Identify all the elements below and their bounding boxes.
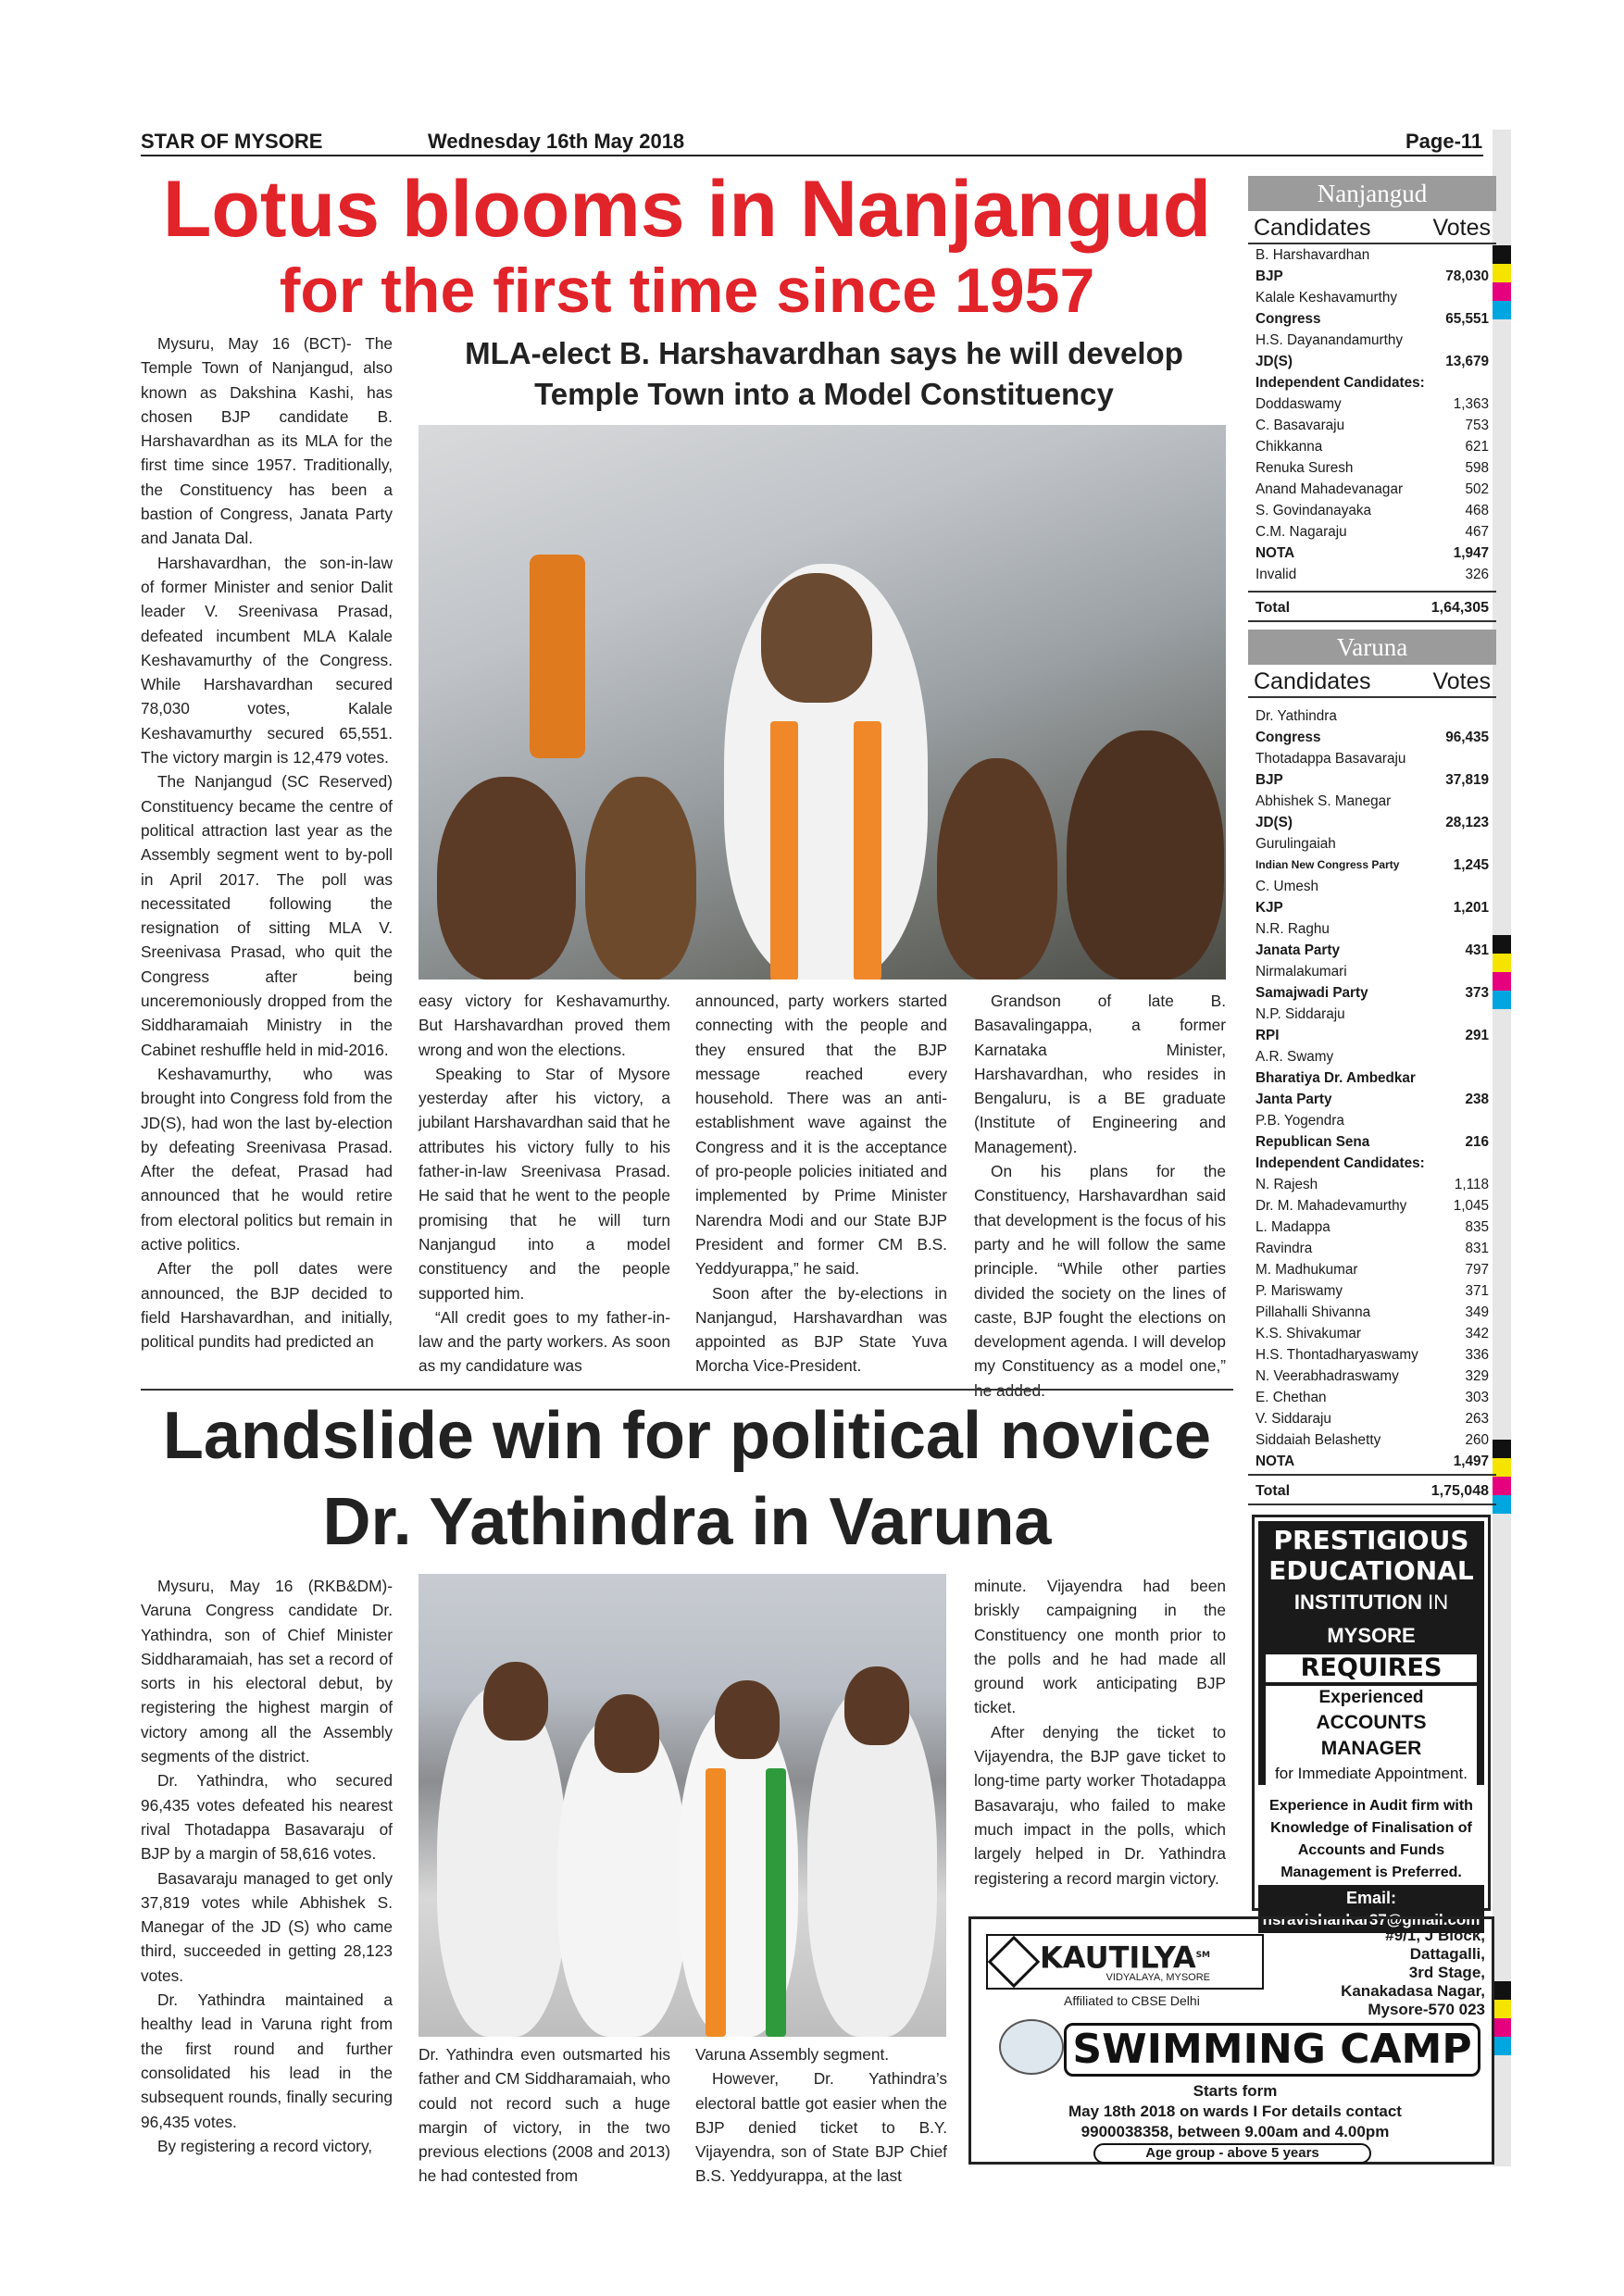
vote-count: 753: [1465, 418, 1489, 433]
story1-column-4: [974, 989, 1226, 1403]
photo-face: [483, 1662, 548, 1741]
results-rows: [1248, 244, 1496, 585]
candidate-name: P. Mariswamy: [1255, 1283, 1343, 1299]
page-number: Page-11: [1405, 130, 1483, 153]
candidate-name: A.R. Swamy: [1255, 1049, 1334, 1065]
photo-scarf: [706, 1768, 726, 2037]
total-label: Total: [1255, 1483, 1291, 1499]
result-row: [1248, 1195, 1496, 1217]
brand-word: KAUTILYA: [1040, 1940, 1196, 1976]
result-row: [1248, 748, 1496, 769]
vote-count: 467: [1465, 524, 1489, 540]
swimming-camp-advertisement: [968, 1916, 1494, 2165]
story1-deck-2: Temple Town into a Model Constituency: [534, 377, 1114, 411]
ad-line: EDUCATIONAL: [1268, 1555, 1474, 1586]
result-row: [1248, 1344, 1496, 1366]
candidate-name: BJP: [1255, 268, 1283, 284]
vote-count: 263: [1465, 1411, 1489, 1427]
ad-starts: Starts form: [1193, 2082, 1278, 2100]
result-row: [1248, 918, 1496, 940]
vote-count: 78,030: [1445, 268, 1489, 284]
photo-scarf: [766, 1768, 786, 2037]
result-row: [1248, 705, 1496, 727]
candidate-name: Republican Sena: [1255, 1134, 1370, 1150]
vote-count: 1,201: [1453, 900, 1489, 916]
photo-figure: [437, 777, 576, 980]
swimming-camp-title: SWIMMING CAMP: [1064, 2023, 1480, 2077]
ad-dark-panel: [1258, 1521, 1484, 1880]
result-row: [1248, 876, 1496, 897]
vote-count: 336: [1465, 1347, 1489, 1363]
vote-count: 373: [1465, 985, 1489, 1001]
swimmer-cartoon-icon: [999, 2019, 1064, 2075]
paragraph: easy victory for Keshavamurthy. But Harshavardhan proved them wrong and won the elections.: [418, 992, 670, 1059]
results-title: Nanjangud: [1248, 176, 1496, 211]
result-row: [1248, 1067, 1496, 1089]
votes-heading: Votes: [1432, 215, 1491, 241]
candidate-name: Congress: [1255, 730, 1321, 745]
nanjangud-results-box: [1248, 176, 1496, 622]
story2-column-4: [974, 1574, 1226, 1890]
vote-count: 1,118: [1454, 1177, 1489, 1192]
results-rows: [1248, 705, 1496, 1472]
story2-column-3: [695, 2042, 947, 2189]
story2-column-1: [141, 1574, 393, 2158]
result-row: [1248, 457, 1496, 479]
address-line: Mysore-570 023: [1368, 2001, 1485, 2018]
ad-email: nsravishankar37@gmail.com: [1262, 1911, 1480, 1928]
candidate-name: H.S. Dayanandamurthy: [1255, 332, 1403, 348]
address-line: #9/1, J Block,: [1385, 1927, 1485, 1944]
vote-count: 238: [1465, 1092, 1489, 1107]
result-row: [1248, 1110, 1496, 1131]
varuna-results-box: [1248, 630, 1496, 1505]
brand-sub: VIDYALAYA, MYSORE: [1106, 1972, 1211, 1984]
result-row: [1248, 479, 1496, 500]
affiliation: Affiliated to CBSE Delhi: [1064, 1993, 1200, 2008]
vote-count: 260: [1465, 1432, 1489, 1448]
address-line: Dattagalli,: [1409, 1945, 1485, 1963]
result-row: [1248, 833, 1496, 855]
kautilya-logo-icon: [988, 1936, 1041, 1989]
paragraph: “All credit goes to my father-in-law and the party workers. As soon as my candidature was: [418, 1307, 670, 1376]
vote-count: 1,947: [1453, 545, 1489, 561]
candidate-name: Samajwadi Party: [1255, 985, 1368, 1001]
address-line: 3rd Stage,: [1408, 1964, 1485, 1981]
paragraph: Speaking to Star of Mysore yesterday after his victory, a jubilant Harshavardhan said that he attributes his victory fully to his father-in-law Sreenivasa Prasad. He said that he went to the people promising that he will turn Nanjangud into a model constituency and the people supported him.: [418, 1064, 670, 1303]
candidate-name: C. Basavaraju: [1255, 418, 1345, 433]
vote-count: 96,435: [1445, 730, 1489, 745]
vote-count: 37,819: [1445, 772, 1489, 788]
result-row: [1248, 1217, 1496, 1238]
candidate-name: E. Chethan: [1255, 1390, 1327, 1405]
ad-contact: 9900038358, between 9.00am and 4.00pm: [1081, 2123, 1390, 2140]
candidate-name: B. Harshavardhan: [1255, 247, 1370, 263]
result-row: [1248, 727, 1496, 748]
result-row: [1248, 1323, 1496, 1344]
kautilya-logo: [986, 1934, 1264, 1990]
ad-word: MYSORE: [1327, 1624, 1416, 1647]
result-row: [1248, 564, 1496, 585]
result-row: [1248, 266, 1496, 287]
paragraph: announced, party workers started connecting with the people and they ensured that the BJP message reached every household. There was an anti-establishment wave against the Congress and it is the acceptance of pro-people policies initiated and implemented by Prime Minister Narendra Modi and our State BJP President and former CM B.S. Yeddyurappa,” he said.: [695, 992, 947, 1279]
vote-count: 303: [1465, 1390, 1489, 1405]
candidate-name: N. Veerabhadraswamy: [1255, 1368, 1399, 1384]
candidate-name: BJP: [1255, 772, 1283, 788]
paragraph: The Nanjangud (SC Reserved) Constituency became the centre of political attraction last year as the Assembly segment went to by-poll in April 2017. The poll was necessitated following the resignation of sitting MLA V. Sreenivasa Prasad, who quit the Congress after being unceremoniously dropped from the Siddharamaiah Ministry in the Cabinet reshuffle held in mid-2016.: [141, 772, 393, 1059]
result-row: [1248, 1259, 1496, 1280]
result-row: [1248, 1046, 1496, 1067]
candidate-name: Janata Party: [1255, 942, 1340, 958]
candidate-name: L. Madappa: [1255, 1219, 1330, 1235]
candidate-name: H.S. Thontadharyaswamy: [1255, 1347, 1418, 1363]
vote-count: 13,679: [1445, 354, 1489, 369]
story1-deck-1: MLA-elect B. Harshavardhan says he will develop: [465, 336, 1183, 370]
candidate-name: Abhishek S. Manegar: [1255, 793, 1392, 809]
vote-count: 468: [1465, 503, 1489, 518]
result-row: [1248, 372, 1496, 393]
candidate-name: N. Rajesh: [1255, 1177, 1318, 1192]
candidate-name: K.S. Shivakumar: [1255, 1326, 1361, 1341]
result-row: [1248, 1025, 1496, 1046]
vote-count: 1,363: [1453, 396, 1489, 412]
result-row: [1248, 1366, 1496, 1387]
result-row: [1248, 1451, 1496, 1472]
photo-figure: [1067, 730, 1224, 980]
photo-face: [594, 1694, 659, 1773]
ad-line: Experienced: [1266, 1686, 1477, 1710]
candidate-name: Siddaiah Belashetty: [1255, 1432, 1381, 1448]
candidate-name: S. Govindanayaka: [1255, 503, 1372, 518]
reg-black: [1493, 1981, 1511, 2000]
result-row: [1248, 351, 1496, 372]
candidate-name: Independent Candidates:: [1255, 375, 1425, 391]
candidate-name: Invalid: [1255, 567, 1297, 582]
candidate-name: Bharatiya Dr. Ambedkar: [1255, 1070, 1416, 1086]
results-title: Varuna: [1248, 630, 1496, 665]
story2-headline-line2: Dr. Yathindra in Varuna: [322, 1485, 1052, 1559]
result-row: [1248, 1387, 1496, 1408]
paragraph: However, Dr. Yathindra’s electoral battle got easier when the BJP denied ticket to B.Y. Vijayendra, son of State BJP Chief B.S. Yeddyurappa, at the last: [695, 2069, 947, 2186]
candidate-name: JD(S): [1255, 815, 1293, 830]
result-row: [1248, 1302, 1496, 1323]
vote-count: 326: [1465, 567, 1489, 582]
ad-line: PRESTIGIOUS: [1273, 1525, 1469, 1555]
candidate-name: Independent Candidates:: [1255, 1155, 1425, 1171]
candidate-name: Gurulingaiah: [1255, 836, 1336, 852]
candidate-name: NOTA: [1255, 1454, 1295, 1469]
candidate-name: Dr. Yathindra: [1255, 708, 1337, 724]
candidate-name: Doddaswamy: [1255, 396, 1342, 412]
candidate-name: Pillahalli Shivanna: [1255, 1304, 1371, 1320]
candidate-name: M. Madhukumar: [1255, 1262, 1358, 1278]
vote-count: 342: [1465, 1326, 1489, 1341]
photo-scarf: [770, 721, 798, 980]
result-row: [1248, 1408, 1496, 1429]
photo-figure: [937, 758, 1057, 980]
ad-line: REQUIRES: [1266, 1654, 1477, 1682]
result-row: [1248, 1238, 1496, 1259]
results-total: [1248, 1474, 1496, 1505]
result-row: [1248, 1131, 1496, 1153]
candidate-name: Anand Mahadevanagar: [1255, 481, 1404, 497]
ad-word: INSTITUTION: [1293, 1591, 1422, 1614]
vote-count: 831: [1465, 1241, 1489, 1256]
candidates-heading: Candidates: [1254, 668, 1371, 694]
result-row: [1248, 982, 1496, 1004]
result-row: [1248, 1004, 1496, 1025]
paragraph: Dr. Yathindra even outsmarted his father and CM Siddharamaiah, who could not record such a huge margin of victory, in the two previous elections (2008 and 2013) he had contested from: [418, 2045, 670, 2186]
vote-count: 502: [1465, 481, 1489, 497]
result-row: [1248, 330, 1496, 351]
result-row: [1248, 1153, 1496, 1174]
candidate-name: Indian New Congress Party: [1255, 858, 1400, 871]
result-row: [1248, 791, 1496, 812]
paragraph: By registering a record victory,: [157, 2136, 373, 2155]
candidate-name: N.P. Siddaraju: [1255, 1006, 1345, 1022]
brand-sm: SM: [1195, 1950, 1211, 1960]
result-row: [1248, 415, 1496, 436]
reg-magenta: [1493, 2018, 1511, 2037]
paragraph: Dr. Yathindra maintained a healthy lead in Varuna right from the first round and further consolidated his lead in the subsequent rounds, finally securing 96,435 votes.: [141, 1990, 393, 2131]
candidate-name: JD(S): [1255, 354, 1293, 369]
result-row: [1248, 769, 1496, 791]
story1-column-3: [695, 989, 947, 1379]
harshavardhan-celebration-photo: [418, 425, 1226, 980]
vote-count: 216: [1465, 1134, 1489, 1150]
total-label: Total: [1255, 600, 1291, 616]
paragraph: Grandson of late B. Basavalingappa, a former Karnataka Minister, Harshavardhan, who resides in Bengaluru, is a BE graduate (Institute of Engineering and Management).: [974, 992, 1226, 1156]
photo-flag: [530, 555, 585, 758]
results-header: [1248, 665, 1496, 698]
paragraph: Varuna Assembly segment.: [695, 2045, 890, 2064]
result-row: [1248, 287, 1496, 308]
vote-count: 371: [1465, 1283, 1489, 1299]
ad-line: for Immediate Appointment.: [1266, 1762, 1477, 1786]
result-row: [1248, 308, 1496, 330]
job-advertisement: [1252, 1515, 1491, 1928]
paragraph: After denying the ticket to Vijayendra, the BJP gave ticket to long-time party worker Thotadappa Basavaraju, who failed to make much impact in the polls, which largely helped in Dr. Yathindra registering a record margin victory.: [974, 1722, 1226, 1888]
photo-face: [844, 1666, 909, 1745]
candidate-name: C. Umesh: [1255, 879, 1318, 894]
candidate-name: N.R. Raghu: [1255, 921, 1330, 937]
result-row: [1248, 436, 1496, 457]
vote-count: 621: [1465, 439, 1489, 455]
story-divider: [141, 1389, 1233, 1391]
paragraph: minute. Vijayendra had been briskly campaigning in the Constituency one month prior to the polls and he had made all ground work anticipating BJP ticket.: [974, 1577, 1226, 1717]
vote-count: 291: [1465, 1028, 1489, 1043]
paragraph: Mysuru, May 16 (RKB&DM)- Varuna Congress candidate Dr. Yathindra, son of Chief Minister Siddharamaiah, has set a record of sorts in his electoral debut, by registering the highest margin of victory among all the Assembly segments of the district.: [141, 1577, 393, 1766]
ad-line: ACCOUNTS MANAGER: [1266, 1710, 1477, 1762]
candidate-name: Janta Party: [1255, 1092, 1332, 1107]
result-row: [1248, 897, 1496, 918]
paragraph: Keshavamurthy, who was brought into Congress fold from the JD(S), had won the last by-election by defeating Sreenivasa Prasad. After the defeat, Prasad had announced that he would retire from electoral politics but remain in active politics.: [141, 1064, 393, 1254]
vote-count: 349: [1465, 1304, 1489, 1320]
candidate-name: V. Siddaraju: [1255, 1411, 1331, 1427]
story2-headline: Landslide win for political novice: [162, 1399, 1212, 1473]
ad-line: [1258, 1586, 1484, 1653]
ad-details: May 18th 2018 on wards I For details contact: [1068, 2103, 1402, 2120]
paragraph: Basavaraju managed to get only 37,819 votes while Abhishek S. Manegar of the JD (S) who came third, succeeded in getting 28,123 votes.: [141, 1868, 393, 1985]
result-row: [1248, 500, 1496, 521]
address-line: Kanakadasa Nagar,: [1341, 1982, 1485, 2000]
paragraph: Soon after the by-elections in Nanjangud, Harshavardhan was appointed as BJP State Yuva Morcha Vice-President.: [695, 1283, 947, 1376]
story1-headline: Lotus blooms in Nanjangud: [162, 165, 1212, 254]
candidate-name: RPI: [1255, 1028, 1280, 1043]
result-row: [1248, 1280, 1496, 1302]
vote-count: 1,497: [1453, 1454, 1489, 1469]
paragraph: After the poll dates were announced, the BJP decided to field Harshavardhan, and initially, political pundits had predicted an: [141, 1259, 393, 1352]
header-rule: [141, 155, 1483, 156]
candidate-name: Kalale Keshavamurthy: [1255, 290, 1398, 306]
result-row: [1248, 1089, 1496, 1110]
results-header: [1248, 211, 1496, 244]
result-row: [1248, 1174, 1496, 1195]
candidate-name: NOTA: [1255, 545, 1295, 561]
candidate-name: Ravindra: [1255, 1241, 1313, 1256]
result-row: [1248, 244, 1496, 266]
school-address: [1286, 1927, 1485, 2019]
ad-word: IN: [1428, 1591, 1449, 1614]
photo-figure: [585, 777, 696, 980]
result-row: [1248, 521, 1496, 543]
vote-count: 329: [1465, 1368, 1489, 1384]
photo-face: [715, 1680, 780, 1759]
ad-line: Email:: [1345, 1889, 1397, 1907]
candidate-name: Nirmalakumari: [1255, 964, 1347, 980]
story2-column-2: [418, 2042, 670, 2189]
total-value: 1,64,305: [1430, 600, 1489, 616]
candidate-name: Congress: [1255, 311, 1321, 327]
candidate-name: C.M. Nagaraju: [1255, 524, 1347, 540]
paragraph: Dr. Yathindra, who secured 96,435 votes defeated his nearest rival Thotadappa Basavaraju of BJP by a margin of 58,616 votes.: [141, 1771, 393, 1864]
candidate-name: Renuka Suresh: [1255, 460, 1354, 476]
vote-count: 797: [1465, 1262, 1489, 1278]
brand-name: [1040, 1940, 1211, 1976]
result-row: [1248, 961, 1496, 982]
photo-figure: [761, 573, 872, 703]
issue-date: Wednesday 16th May 2018: [428, 130, 685, 153]
candidate-name: Chikkanna: [1255, 439, 1323, 455]
reg-yellow: [1493, 2000, 1511, 2018]
result-row: [1248, 812, 1496, 833]
story1-column-2: [418, 989, 670, 1379]
candidate-name: P.B. Yogendra: [1255, 1113, 1344, 1129]
vote-count: 431: [1465, 942, 1489, 958]
age-group-badge: Age group - above 5 years: [1093, 2143, 1371, 2164]
vote-count: 28,123: [1445, 815, 1489, 830]
vote-count: 1,045: [1453, 1198, 1489, 1214]
yathindra-supporters-photo: [418, 1574, 946, 2037]
candidate-name: Thotadappa Basavaraju: [1255, 751, 1406, 767]
vote-count: 598: [1465, 460, 1489, 476]
total-value: 1,75,048: [1430, 1483, 1489, 1499]
result-row: [1248, 543, 1496, 564]
results-total: [1248, 591, 1496, 622]
paper-name: STAR OF MYSORE: [141, 130, 323, 153]
result-row: [1248, 1429, 1496, 1451]
logo-text: [1040, 1940, 1210, 1984]
result-row: [1248, 940, 1496, 961]
ad-line: Experience in Audit firm with Knowledge of Finalisation of Accounts and Funds Management is Preferred.: [1266, 1791, 1477, 1888]
reg-cyan: [1493, 2037, 1511, 2055]
vote-count: 1,245: [1453, 857, 1489, 873]
story1-column-1: [141, 331, 393, 1354]
vote-count: 65,551: [1445, 311, 1489, 327]
paragraph: Harshavardhan, the son-in-law of former Minister and senior Dalit leader V. Sreenivasa Prasad, defeated incumbent MLA Kalale Keshavamurthy of the Congress. While Harshavardhan secured 78,030 votes, Kalale Keshavamurthy secured 65,551. The victory margin is 12,479 votes.: [141, 553, 393, 767]
result-row: [1248, 393, 1496, 415]
photo-scarf: [854, 721, 881, 980]
candidate-name: KJP: [1255, 900, 1283, 916]
result-row: [1248, 855, 1496, 876]
paragraph: On his plans for the Constituency, Harshavardhan said that development is the focus of his party and he will follow the same principle. “While other parties divided the society on the lines of caste, BJP fought the elections on development agenda. I will develop my Constituency as a model one,”: [974, 1162, 1226, 1376]
votes-heading: Votes: [1432, 668, 1491, 694]
story1-headline-line2: for the first time since 1957: [279, 256, 1095, 326]
paragraph: Mysuru, May 16 (BCT)- The Temple Town of Nanjangud, also known as Dakshina Kashi, has chosen BJP candidate B. Harshavardhan as its MLA for the first time since 1957. Traditionally, the Constituency has been a bastion of Congress, Janata Party and Janata Dal.: [141, 334, 393, 548]
vote-count: 835: [1465, 1219, 1489, 1235]
candidate-name: Dr. M. Mahadevamurthy: [1255, 1198, 1407, 1214]
candidates-heading: Candidates: [1254, 215, 1371, 241]
